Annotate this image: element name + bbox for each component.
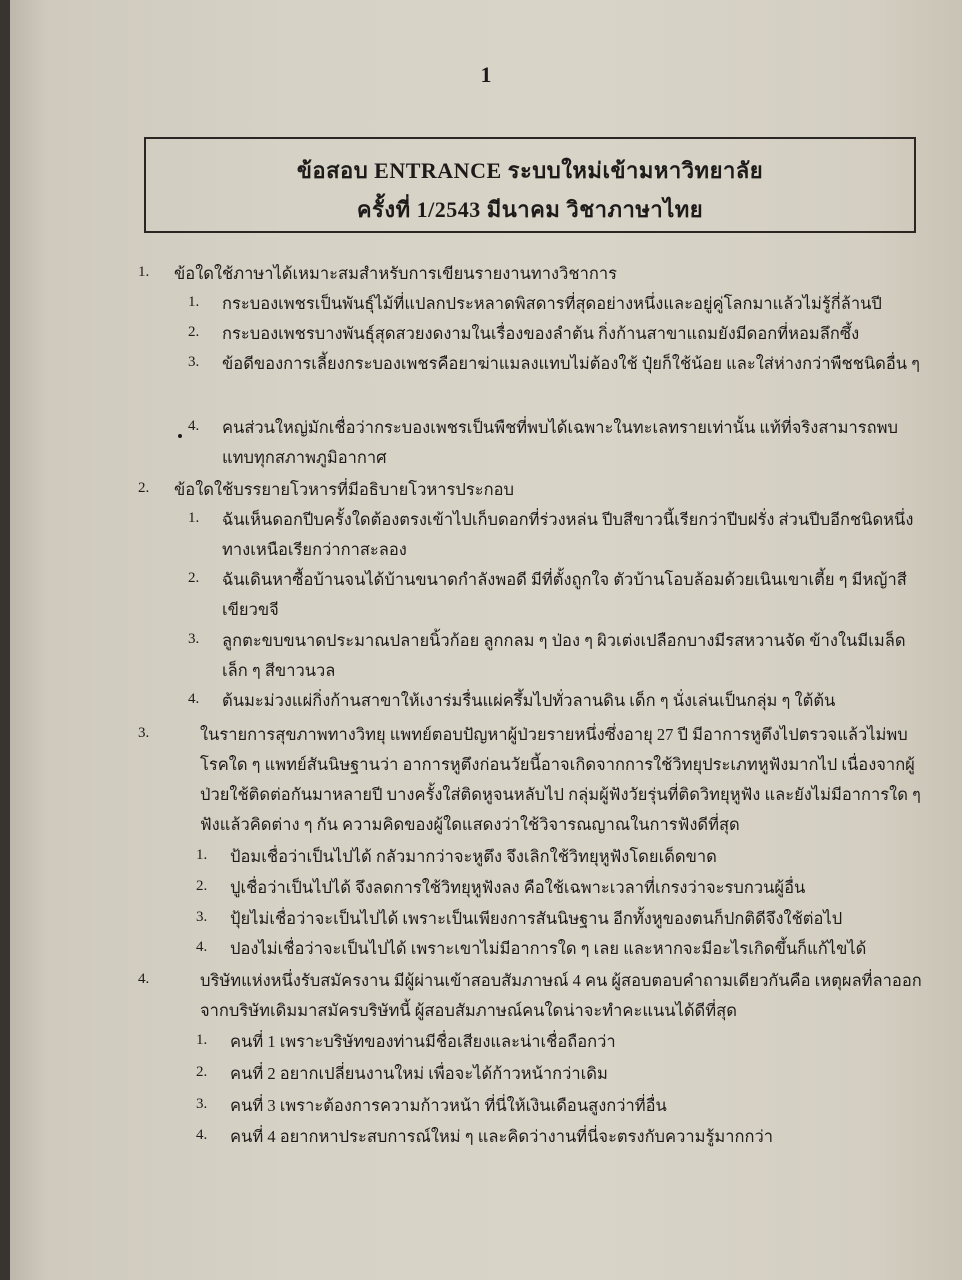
question-number: 2. bbox=[138, 480, 150, 496]
option-number: 3. bbox=[196, 909, 208, 925]
option-number: 3. bbox=[196, 1096, 208, 1112]
exam-title-line-2: ครั้งที่ 1/2543 มีนาคม วิชาภาษาไทย bbox=[356, 197, 704, 222]
option-number: 1. bbox=[196, 1032, 208, 1048]
option-number: 2. bbox=[188, 324, 200, 340]
option-text: ปูเชื่อว่าเป็นไปได้ จึงลดการใช้วิทยุหูฟังลง คือใช้เฉพาะเวลาที่เกรงว่าจะรบกวนผู้อื่น bbox=[230, 878, 806, 897]
option-text: ข้อดีของการเลี้ยงกระบองเพชรคือยาฆ่าแมลงแทบไม่ต้องใช้ ปุ๋ยก็ใช้น้อย และใส่ห่างกว่าพืชชนิดอื่น ๆ bbox=[222, 354, 921, 373]
option-number: 3. bbox=[188, 631, 200, 647]
option-text: คนที่ 2 อยากเปลี่ยนงานใหม่ เพื่อจะได้ก้าวหน้ากว่าเดิม bbox=[230, 1064, 608, 1083]
option-text: คนที่ 4 อยากหาประสบการณ์ใหม่ ๆ และคิดว่างานที่นี่จะตรงกับความรู้มากกว่า bbox=[230, 1127, 773, 1146]
option-text: กระบองเพชรบางพันธุ์สุดสวยงดงามในเรื่องของลำต้น กิ่งก้านสาขาแถมยังมีดอกที่หอมลึกซึ้ง bbox=[222, 324, 860, 343]
option-number: 4. bbox=[196, 939, 208, 955]
option-number: 2. bbox=[196, 878, 208, 894]
question-number: 3. bbox=[138, 725, 150, 741]
option-text: ฉันเห็นดอกปีบครั้งใดต้องตรงเข้าไปเก็บดอกที่ร่วงหล่น ปีบสีขาวนี้เรียกว่าปีบฝรั่ง ส่วนปีบอีกชนิดหนึ่งทางเหนือเรียกว่ากาสะลอง bbox=[222, 510, 914, 559]
pen-dot-mark bbox=[178, 434, 182, 438]
question-text: ข้อใดใช้ภาษาได้เหมาะสมสำหรับการเขียนรายงานทางวิชาการ bbox=[174, 264, 617, 283]
question-text: ข้อใดใช้บรรยายโวหารที่มีอธิบายโวหารประกอบ bbox=[174, 480, 514, 499]
option-text: ต้นมะม่วงแผ่กิ่งก้านสาขาให้เงาร่มรื่นแผ่ครึ้มไปทั่วลานดิน เด็ก ๆ นั่งเล่นเป็นกลุ่ม ๆ ใต้ต้น bbox=[222, 691, 836, 710]
option-text: ฉันเดินหาซื้อบ้านจนได้บ้านขนาดกำลังพอดี มีที่ตั้งถูกใจ ตัวบ้านโอบล้อมด้วยเนินเขาเตี้ย ๆ มีหญ้าสีเขียวขจี bbox=[222, 570, 907, 619]
page-number: 1 bbox=[480, 62, 492, 87]
option-text: คนที่ 3 เพราะต้องการความก้าวหน้า ที่นี่ให้เงินเดือนสูงกว่าที่อื่น bbox=[230, 1096, 667, 1115]
option-text: ปุ้ยไม่เชื่อว่าจะเป็นไปได้ เพราะเป็นเพียงการสันนิษฐาน อีกทั้งหูของตนก็ปกติดีจึงใช้ต่อไป bbox=[230, 909, 843, 928]
question-number: 4. bbox=[138, 971, 150, 987]
option-text: ปองไม่เชื่อว่าจะเป็นไปได้ เพราะเขาไม่มีอาการใด ๆ เลย และหากจะมีอะไรเกิดขึ้นก็แก้ไขได้ bbox=[230, 939, 867, 958]
option-number: 4. bbox=[188, 418, 200, 434]
option-text: ลูกตะขบขนาดประมาณปลายนิ้วก้อย ลูกกลม ๆ ป่อง ๆ ผิวเต่งเปลือกบางมีรสหวานจัด ข้างในมีเมล็ดเล็ก ๆ สีขาวนวล bbox=[222, 631, 906, 680]
exam-title-line-1: ข้อสอบ ENTRANCE ระบบใหม่เข้ามหาวิทยาลัย bbox=[296, 158, 764, 183]
option-number: 4. bbox=[188, 691, 200, 707]
option-text: ป้อมเชื่อว่าเป็นไปได้ กลัวมากว่าจะหูตึง จึงเลิกใช้วิทยุหูฟังโดยเด็ดขาด bbox=[230, 847, 717, 866]
option-number: 1. bbox=[188, 294, 200, 310]
option-number: 3. bbox=[188, 354, 200, 370]
option-text: กระบองเพชรเป็นพันธุ์ไม้ที่แปลกประหลาดพิสดารที่สุดอย่างหนึ่งและอยู่คู่โลกมาแล้วไม่รู้กี่ล้านปี bbox=[222, 294, 882, 313]
option-number: 2. bbox=[188, 570, 200, 586]
question-text: ในรายการสุขภาพทางวิทยุ แพทย์ตอบปัญหาผู้ป่วยรายหนึ่งซึ่งอายุ 27 ปี มีอาการหูตึงไปตรวจแล้วไม่พบโรคใด ๆ แพทย์สันนิษฐานว่า อาการหูตึงก่อนวัยนี้อาจเกิดจากการใช้วิทยุประเภทหูฟังมากไป เนื่องจากผู้ป่วยใช้ติดต่อกันมาหลายปี บางครั้งใส่ติดหูจนหลับไป กลุ่มผู้ฟังวัยรุ่นที่ติดวิทยุหูฟัง และยังไม่มีอาการใด ๆ ฟังแล้วคิดต่าง ๆ กัน ความคิดของผู้ใดแสดงว่าใช้วิจารณญาณในการฟังดีที่สุด bbox=[200, 725, 921, 834]
option-number: 4. bbox=[196, 1127, 208, 1143]
option-number: 1. bbox=[188, 510, 200, 526]
option-number: 1. bbox=[196, 847, 208, 863]
option-number: 2. bbox=[196, 1064, 208, 1080]
option-text: คนส่วนใหญ่มักเชื่อว่ากระบองเพชรเป็นพืชที่พบได้เฉพาะในทะเลทรายเท่านั้น แท้ที่จริงสามารถพบแทบทุกสภาพภูมิอากาศ bbox=[222, 418, 899, 467]
question-text: บริษัทแห่งหนึ่งรับสมัครงาน มีผู้ผ่านเข้าสอบสัมภาษณ์ 4 คน ผู้สอบตอบคำถามเดียวกันคือ เหตุผลที่ลาออกจากบริษัทเดิมมาสมัครบริษัทนี้ ผู้สอบสัมภาษณ์คนใดน่าจะทำคะแนนได้ดีที่สุด bbox=[200, 971, 922, 1020]
exam-title-box bbox=[144, 137, 916, 233]
question-number: 1. bbox=[138, 264, 150, 280]
exam-page bbox=[10, 0, 962, 1280]
option-text: คนที่ 1 เพราะบริษัทของท่านมีชื่อเสียงและน่าเชื่อถือกว่า bbox=[230, 1032, 616, 1051]
